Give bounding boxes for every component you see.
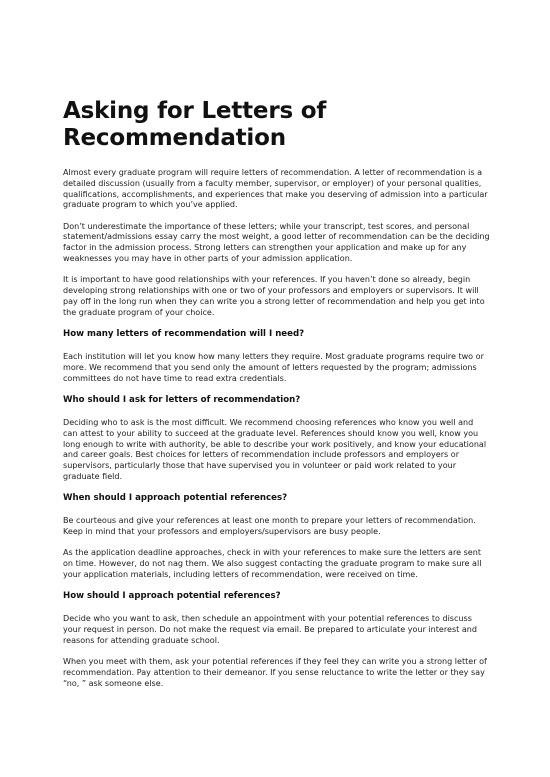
title-line-2: Recommendation bbox=[63, 125, 286, 151]
intro-paragraph: Almost every graduate program will require letters of recommendation. A letter of recommendation is a detailed discussion (usually from a faculty member, supervisor, or employer) of your personal qualities, qualifications, accomplishments, and experiences that make you deserving of admission into a particular graduate program to which you’ve applied. bbox=[63, 168, 488, 210]
section-paragraph: Deciding who to ask is the most difficult. We recommend choosing references who know you well and can attest to your ability to succeed at the graduate level. References should know you well, know you long enough to write with authority, be able to describe your work positively, and know your educational and career goals. Best choices for letters of recommendation include professors and employers or supervisors, particularly those that have supervised you in volunteer or paid work related to your graduate field. bbox=[63, 417, 487, 481]
section-paragraph: Be courteous and give your references at least one month to prepare your letters of recommendation. Keep in mind that your professors and employers/supervisors are busy people. bbox=[63, 516, 476, 537]
section-heading-how-approach: How should I approach potential references? bbox=[63, 591, 281, 602]
section-paragraph: Decide who you want to ask, then schedule an appointment with your potential references to discuss your request in person. Do not make the request via email. Be prepared to articulate your interest and reasons for attending graduate school. bbox=[63, 614, 478, 645]
section-heading-who: Who should I ask for letters of recommendation? bbox=[63, 394, 301, 405]
section-paragraph: Each institution will let you know how many letters they require. Most graduate programs require two or more. We recommend that you send only the amount of letters requested by the program; admissions committees do not have time to read extra credentials. bbox=[63, 352, 484, 383]
section-paragraph: As the application deadline approaches, check in with your references to make sure the letters are sent on time. However, do not nag them. We also suggest contacting the graduate program to make sure all your application materials, including letters of recommendation, were received on time. bbox=[63, 548, 482, 579]
intro-paragraph: Don’t underestimate the importance of these letters; while your transcript, test scores, and personal statement/admissions essay carry the most weight, a good letter of recommendation can be the deciding factor in the admission process. Strong letters can strengthen your application and make up for any weaknesses you may have in other parts of your admission application. bbox=[63, 221, 490, 264]
section-heading-how-many: How many letters of recommendation will I need? bbox=[63, 329, 305, 340]
section-paragraph: When you meet with them, ask your potential references if they feel they can write you a strong letter of recommendation. Pay attention to their demeanor. If you sense reluctance to write the letter or they say “no, ” ask someone else. bbox=[63, 657, 487, 688]
section-heading-when: When should I approach potential references? bbox=[63, 493, 288, 504]
intro-paragraph: It is important to have good relationships with your references. If you haven’t done so already, begin developing strong relationships with one or two of your professors and employers or supervisors. It will pay off in the long run when they can write you a strong letter of recommendation and help you get into the graduate program of your choice. bbox=[63, 275, 485, 317]
document-title bbox=[63, 98, 490, 152]
title-line-1: Asking for Letters of bbox=[63, 98, 327, 124]
